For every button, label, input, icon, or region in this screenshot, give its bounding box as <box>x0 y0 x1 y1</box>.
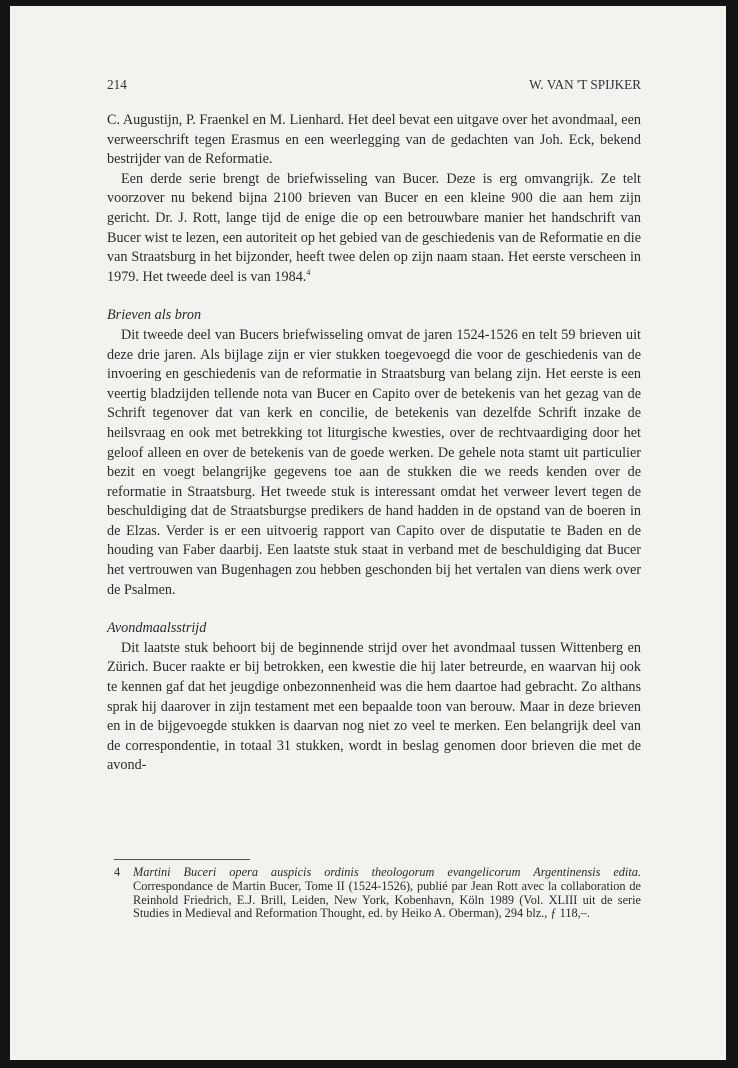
paragraph-continuation: C. Augustijn, P. Fraenkel en M. Lienhard. Het deel bevat een uitgave over het avondmaal, een verweerschrift tegen Erasmus en een weerlegging van de gedachten van Joh. Eck, bekend bestrijder van de Reformatie. <box>107 112 641 168</box>
paragraph-briefwisseling-text: Een derde serie brengt de briefwisseling van Bucer. Deze is erg omvangrijk. Ze telt voorzover nu bekend bijna 2100 brieven van Bucer en een kleine 900 die aan hem zijn gericht. Dr. J. Rott, lange tijd de enige die op een betrouwbare manier het handschrift van Bucer wist te lezen, een autoriteit op het gebied van de geschiedenis van de Reformatie en die van Straatsburg in het bijzonder, heeft twee delen op zijn naam staan. Het eerste verscheen in 1979. Het tweede deel is van 1984. <box>107 170 641 285</box>
section-heading-brieven: Brieven als bron <box>107 307 202 324</box>
paragraph-briefwisseling <box>107 170 641 288</box>
footnote-divider <box>114 859 250 860</box>
main-text <box>107 111 641 776</box>
page-number: 214 <box>107 77 127 92</box>
footnote-reference[interactable]: 4 <box>306 267 311 277</box>
running-title: W. VAN 'T SPIJKER <box>529 77 641 92</box>
section-heading-avondmaal: Avondmaalsstrijd <box>107 620 207 637</box>
paragraph-avondmaal: Dit laatste stuk behoort bij de beginnende strijd over het avondmaal tussen Wittenberg en Zürich. Bucer raakte er bij betrokken, een kwestie die hij later betreurde, en waarvan hij ook te kennen gaf dat het jeugdige onbezonnenheid was die hem daartoe had gebracht. Zo althans sprak hij daarover in zijn testament met een bepaalde toon van berouw. Maar in deze brieven en in de bijgevoegde stukken is daarvan nog niet zo veel te merken. Een belangrijk deel van de correspondentie, in totaal 31 stukken, wordt in beslag genomen door brieven die met de avond- <box>107 639 641 774</box>
footnote-body <box>133 866 641 921</box>
running-header <box>107 77 641 93</box>
footnote-title: Martini Buceri opera auspicis ordinis theologorum evangelicorum Argentinensis edita. <box>133 865 641 879</box>
footnote-text: Correspondance de Martin Bucer, Tome II (1524-1526), publié par Jean Rott avec la collaboration de Reinhold Friedrich, E.J. Brill, Leiden, New York, Kobenhavn, Köln 1989 (Vol. XLIII uit de serie Studies in Medieval and Reformation Thought, ed. by Heiko A. Oberman), 294 blz., ƒ 118,–. <box>133 878 641 921</box>
footnote <box>114 866 641 921</box>
footnote-number: 4 <box>114 865 121 879</box>
paragraph-brieven: Dit tweede deel van Bucers briefwisseling omvat de jaren 1524-1526 en telt 59 brieven uit deze drie jaren. Als bijlage zijn er vier stukken toegevoegd die voor de geschiedenis van de invoering en geschiedenis van de reformatie in Straatsburg van belang zijn. Het eerste is een veertig bladzijden tellende nota van Bucer en Capito over de betekenis van het gezag van de Schrift tegenover dat van kerk en concilie, de betekenis van dezelfde Schrift inzake de heilsvraag en ook met betrekking tot liturgische kwesties, over de rechtvaardiging door het geloof alleen en over de betekenis van de goede werken. De gehele nota stamt uit particulier bezit en voegt belangrijke gegevens toe aan de stukken die we reeds kenden over de reformatie in Straatsburg. Het tweede stuk is interessant omdat het verweer levert tegen de beschuldiging dat de Straatsburgse predikers de hand hadden in de opstand van de boeren in de Elzas. Verder is er een uitvoerig rapport van Capito over de disputatie te Baden en de houding van Faber daarbij. Een laatste stuk staat in verband met de beschuldiging dat Bucer het vertrouwen van Bugenhagen zou hebben geschonden bij het vertalen van diens werk over de Psalmen. <box>107 326 641 598</box>
